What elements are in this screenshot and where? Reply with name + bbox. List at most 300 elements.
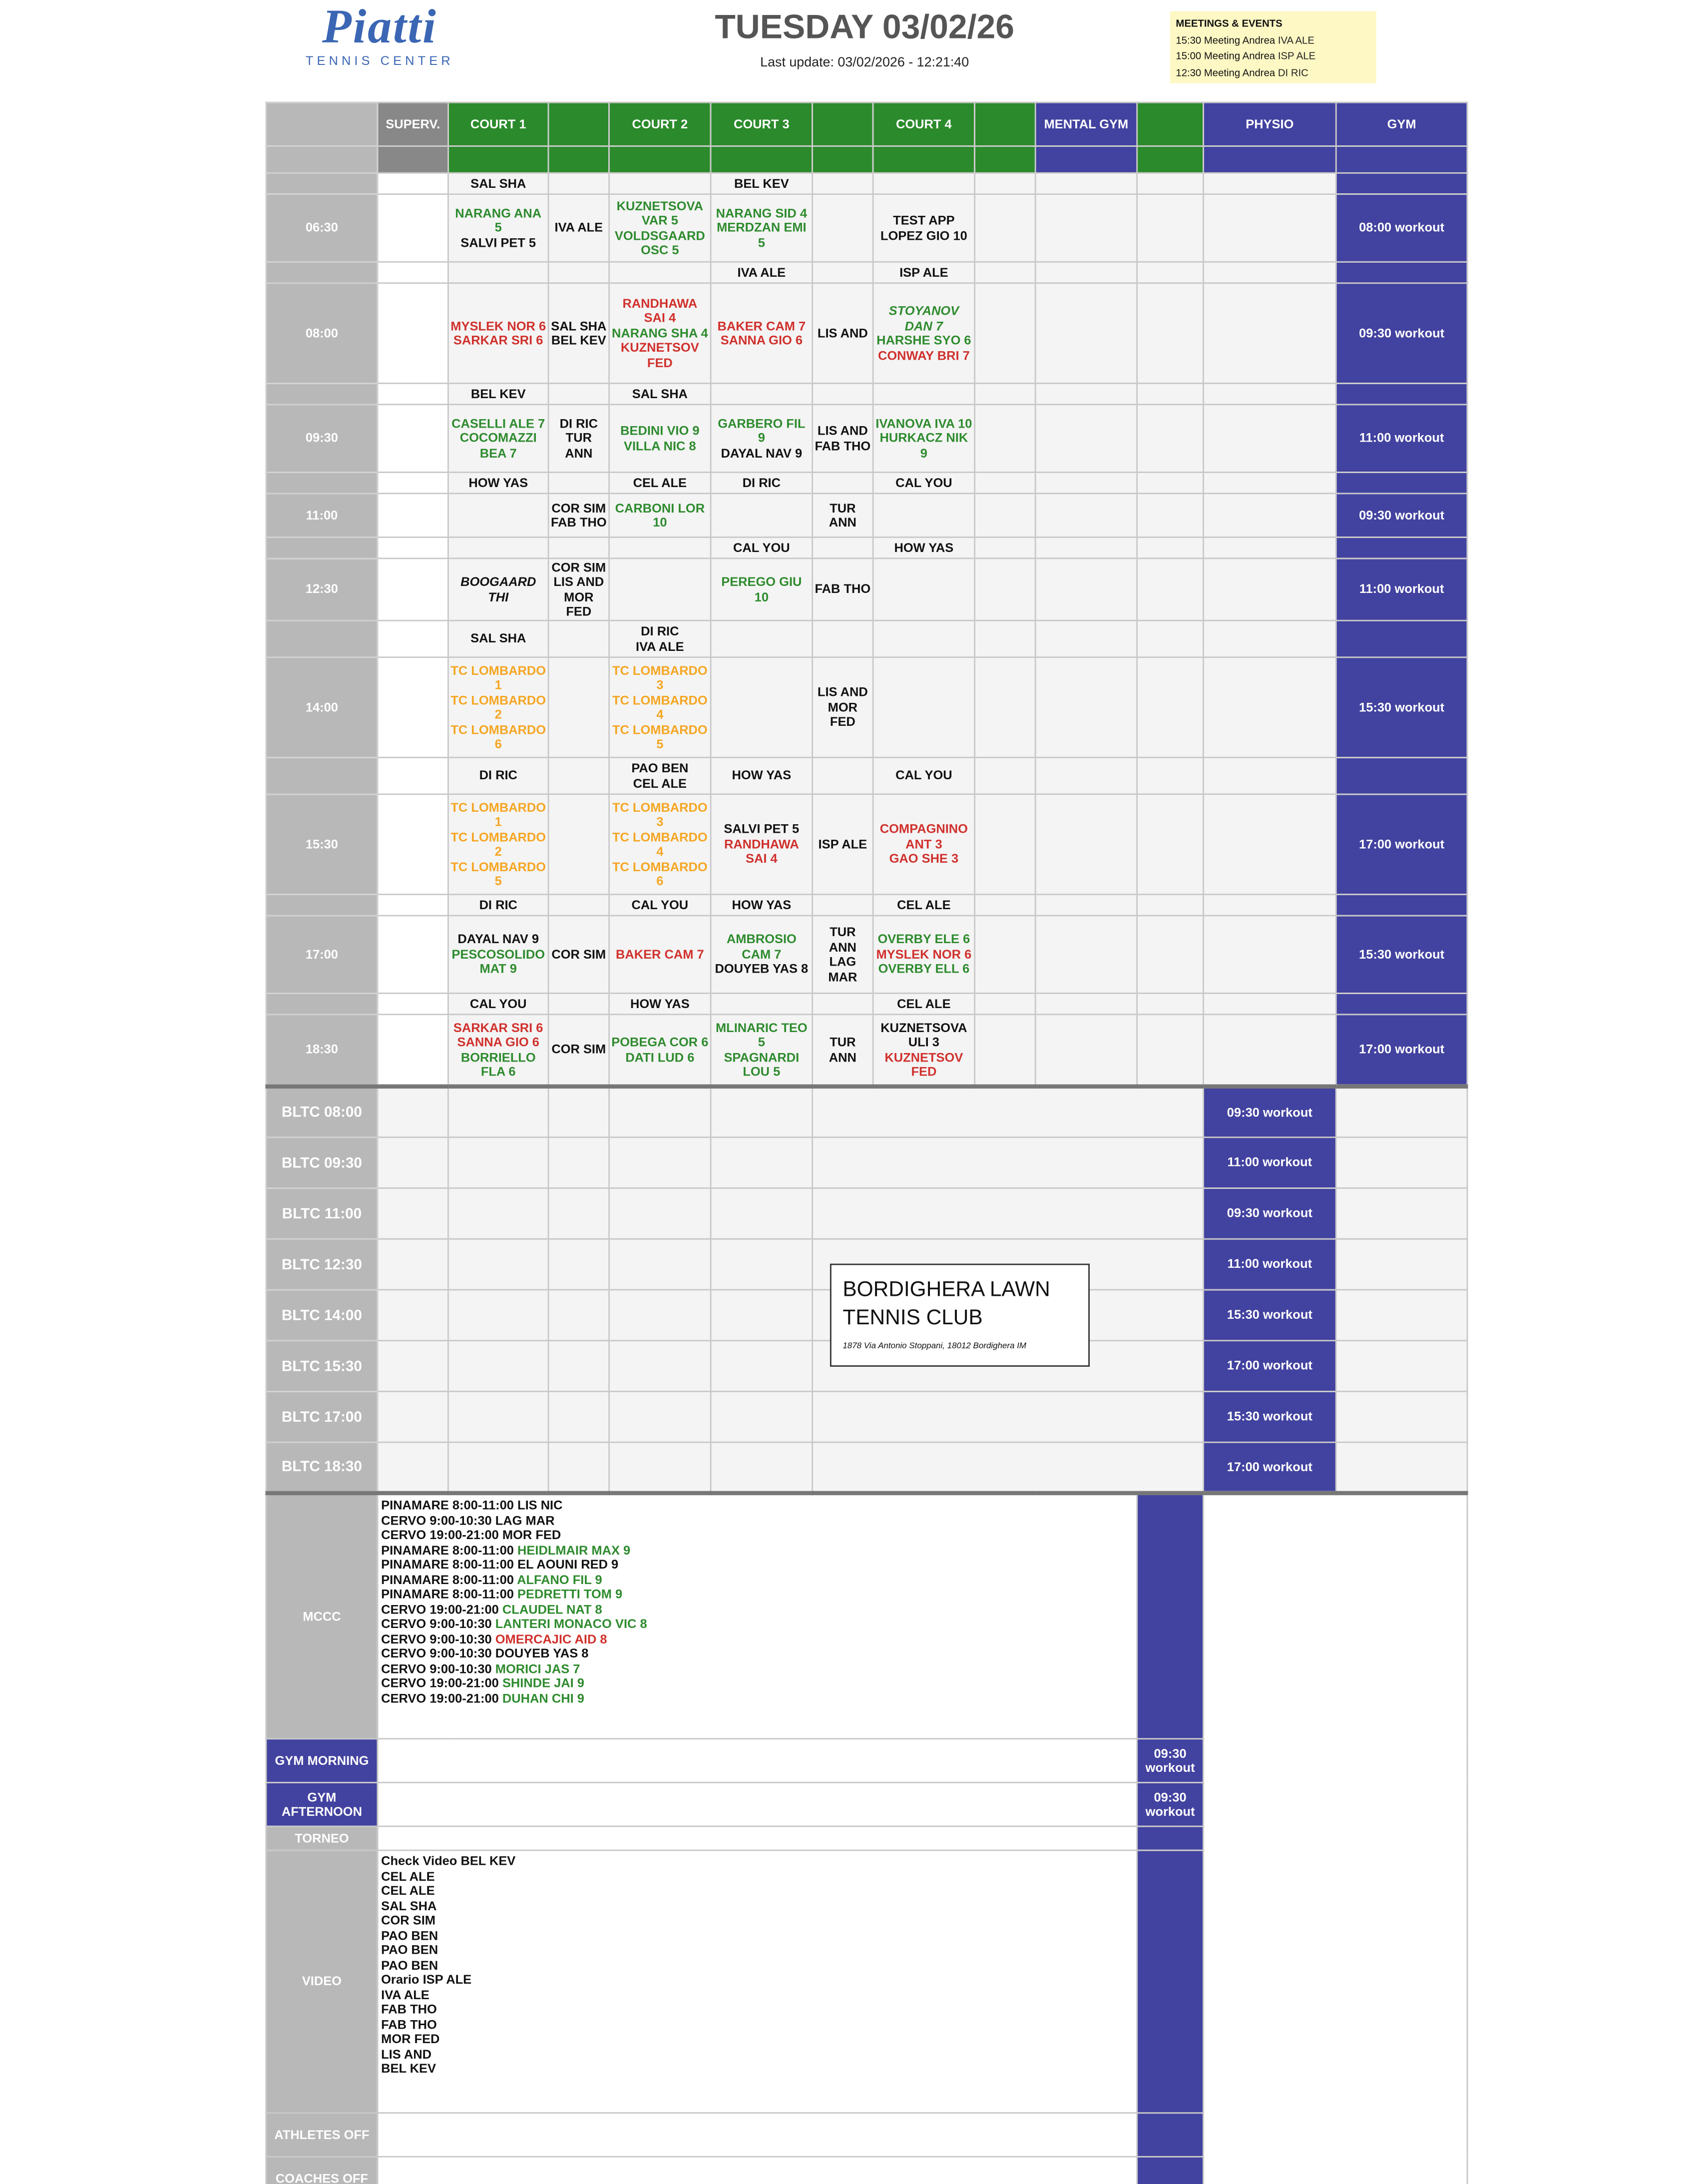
bltc-physio-workout: 17:00 workout [1204,1442,1336,1493]
mccc-player: SHINDE JAI 9 [502,1675,584,1690]
gym-workout: 11:00 workout [1336,405,1467,473]
player-entry: TC LOMBARDO 6 [450,722,546,751]
player-entry: CONWAY BRI 7 [877,348,970,362]
mccc-player: HEIDLMAIR MAX 9 [517,1542,631,1557]
meeting-item: 15:00 Meeting Andrea ISP ALE [1176,49,1316,62]
bltc-row [266,1087,1467,1137]
section-content [378,1493,1137,1739]
player-entry: HARSHE SYO 6 [876,333,971,348]
player-entry: KUZNETSOV FED [884,1050,963,1079]
supervisor-name [1035,993,1137,1014]
bltc-row [266,1442,1467,1493]
bltc-superv [378,1239,448,1290]
gym-spacer [1336,537,1467,558]
supervisor-name: CEL ALE [609,472,711,493]
player-entry: GAO SHE 3 [889,852,959,866]
supervisor-name [1137,173,1204,194]
bltc-time-label: BLTC 15:30 [266,1341,378,1392]
bltc-superv [378,1341,448,1392]
bltc-time-label: BLTC 09:30 [266,1137,378,1188]
bltc-court2 [609,1239,711,1290]
slot-row [266,794,1467,895]
supervisor-row [266,383,1467,404]
bltc-court2 [609,1290,711,1341]
bltc-wide-cell [813,1442,1204,1493]
header-superv: SUPERV. [378,102,448,146]
bltc-club-name: BORDIGHERA LAWN TENNIS CLUB [843,1277,1050,1330]
supervisor-name [1204,383,1336,404]
bltc-club-box [830,1264,1090,1367]
court2-cell [609,1015,711,1087]
section-blue-cell [1137,1826,1204,1850]
logo-subtitle: TENNIS CENTER [305,53,454,68]
supervisor-name [1137,993,1204,1014]
court1-extra-cell: COR SIM FAB THO [548,494,609,538]
gym-workout: 09:30 workout [1336,283,1467,384]
supervisor-name [975,993,1036,1014]
superv-cell [378,620,448,657]
mccc-player: CLAUDEL NAT 8 [502,1602,602,1616]
bltc-time-label: BLTC 11:00 [266,1188,378,1239]
mccc-player: ALFANO FIL 9 [517,1572,602,1587]
player-entry: NARANG SHA 4 [611,326,708,340]
supervisor-name [975,757,1036,794]
player-entry: PEREGO GIU 10 [721,574,802,604]
bltc-superv [378,1087,448,1137]
player-entry: AMBROSIO CAM 7 [726,932,797,962]
supervisor-name [813,757,873,794]
lower-row [266,1850,1467,2113]
player-entry: BORRIELLO FLA 6 [460,1050,536,1079]
supervisor-name [609,173,711,194]
bltc-court1-extra [548,1188,609,1239]
lower-row [266,1782,1467,1826]
mental-gym-cell [1035,916,1137,993]
supervisor-name: DI RIC [448,895,548,916]
physio-cell [1204,657,1336,758]
player-entry: KUZNETSOV FED [620,340,699,370]
meeting-item: 15:30 Meeting Andrea IVA ALE [1176,33,1314,46]
mccc-line: CERVO 19:00-21:00 SHINDE JAI 9 [381,1675,584,1690]
court4-extra-cell [975,283,1036,384]
supervisor-name [711,620,813,657]
time-spacer [266,383,378,404]
gym-workout: 17:00 workout [1336,794,1467,895]
bltc-court3 [711,1341,813,1392]
bltc-superv [378,1188,448,1239]
bltc-court2 [609,1137,711,1188]
supervisor-name [813,472,873,493]
gym-workout: 08:00 workout [1336,194,1467,262]
bltc-court2 [609,1188,711,1239]
supervisor-name [975,383,1036,404]
player-entry: TC LOMBARDO 1 [450,800,546,829]
bltc-gym [1336,1239,1467,1290]
gym-spacer [1336,757,1467,794]
player-entry: DOUYEB YAS 8 [715,962,809,976]
supervisor-name [1137,757,1204,794]
superv-cell [378,1015,448,1087]
video-line [381,1898,1133,1913]
player-entry: TC LOMBARDO 2 [450,829,546,859]
supervisor-name [813,895,873,916]
supervisor-name [1137,472,1204,493]
superv-cell [378,405,448,473]
bltc-court1-extra [548,1341,609,1392]
supervisor-name [1204,895,1336,916]
mccc-player: DOUYEB YAS 8 [495,1646,589,1660]
time-spacer [266,537,378,558]
physio-cell [1204,794,1336,895]
supervisor-name [1137,262,1204,283]
gym-afternoon-workout: 09:30 workout [1137,1782,1204,1826]
gym-workout: 11:00 workout [1336,558,1467,620]
bltc-physio-workout: 09:30 workout [1204,1087,1336,1137]
bltc-gym [1336,1290,1467,1341]
court3-cell [711,794,813,895]
section-right-blank [1204,1493,1468,1739]
supervisor-name [1035,173,1137,194]
court4-cell [873,794,975,895]
time-label: 11:00 [266,494,378,538]
supervisor-name: IVA ALE [711,262,813,283]
mccc-player: MORICI JAS 7 [495,1661,580,1675]
bltc-time-label: BLTC 12:30 [266,1239,378,1290]
time-label: 15:30 [266,794,378,895]
bltc-superv [378,1137,448,1188]
supervisor-name: CEL ALE [873,895,975,916]
sub-court-band [813,146,873,173]
player-entry: TC LOMBARDO 4 [612,829,708,859]
mccc-player: OMERCAJIC AID 8 [495,1631,607,1646]
section-right-blank [1204,2157,1468,2184]
player-entry: SALVI PET 5 [460,235,536,250]
header-court3: COURT 3 [711,102,813,146]
player-entry: KUZNETSOVA VAR 5 [616,198,704,228]
player-entry: OVERBY ELL 6 [878,962,970,976]
superv-cell [378,993,448,1014]
video-line [381,2002,1133,2017]
player-entry: TC LOMBARDO 5 [450,859,546,888]
player-entry: SARKAR SRI 6 [453,1020,543,1035]
superv-cell [378,537,448,558]
header-court1: COURT 1 [448,102,548,146]
video-name: CEL ALE [381,1868,435,1883]
mccc-line: CERVO 19:00-21:00 CLAUDEL NAT 8 [381,1602,602,1616]
court1-cell [448,1015,548,1087]
supervisor-name [1137,895,1204,916]
supervisor-name [975,537,1036,558]
video-name: FAB THO [381,2002,437,2017]
bltc-court3 [711,1239,813,1290]
supervisor-name [813,537,873,558]
supervisor-name [975,173,1036,194]
court1-extra-cell: COR SIM [548,1015,609,1087]
sub-extra [1137,146,1204,173]
mccc-line: CERVO 9:00-10:30 MORICI JAS 7 [381,1661,580,1675]
court1-cell [448,794,548,895]
meetings-panel [1170,11,1376,83]
bltc-superv [378,1442,448,1493]
extra-cell [1137,657,1204,758]
bltc-court1-extra [548,1290,609,1341]
video-name: PAO BEN [381,1928,438,1942]
player-entry: CARBONI LOR 10 [615,500,705,530]
player-entry: NARANG ANA 5 [455,205,542,235]
video-name: FAB THO [381,2017,437,2031]
bltc-physio-workout: 15:30 workout [1204,1290,1336,1341]
piatti-logo [302,1,457,68]
supervisor-name [1137,537,1204,558]
player-entry: SALVI PET 5 [724,822,800,836]
player-entry: TC LOMBARDO 3 [612,662,708,692]
superv-cell [378,283,448,384]
supervisor-row [266,173,1467,194]
gym-spacer [1336,383,1467,404]
supervisor-name [1035,383,1137,404]
court1-extra-cell: COR SIM LIS AND MOR FED [548,558,609,620]
player-entry: COMPAGNINO ANT 3 [879,822,968,851]
video-name: ISP ALE [423,1972,472,1987]
header-subrow [266,146,1467,173]
last-update: Last update: 03/02/2026 - 12:21:40 [760,55,969,71]
player-entry: TC LOMBARDO 4 [612,692,708,722]
court4-extra-cell [975,194,1036,262]
court2-cell [609,194,711,262]
player-entry: LOPEZ GIO 10 [880,228,967,242]
player-entry: TC LOMBARDO 1 [450,662,546,692]
court2-cell [609,916,711,993]
supervisor-name: CAL YOU [873,757,975,794]
time-label: 06:30 [266,194,378,262]
extra-cell [1137,283,1204,384]
mental-gym-cell [1035,405,1137,473]
mccc-line: CERVO 9:00-10:30 LAG MAR [381,1513,555,1527]
supervisor-name: HOW YAS [711,757,813,794]
mental-gym-cell [1035,283,1137,384]
court1-cell [448,657,548,758]
court4-cell [873,194,975,262]
gym-spacer [1336,472,1467,493]
slot-row [266,916,1467,993]
video-line [381,1883,1133,1898]
supervisor-name [873,383,975,404]
mccc-line: PINAMARE 8:00-11:00 PEDRETTI TOM 9 [381,1587,623,1602]
supervisor-name [1035,757,1137,794]
player-entry: TEST APP [893,213,955,228]
extra-cell [1137,916,1204,993]
player-entry: BAKER CAM 7 [615,947,704,962]
sub-court-band [548,146,609,173]
video-line [381,1928,1133,1943]
section-label: VIDEO [266,1850,378,2113]
court4-cell [873,405,975,473]
court3-extra-cell [813,194,873,262]
supervisor-name: SAL SHA [448,173,548,194]
superv-cell [378,895,448,916]
slot-row [266,494,1467,538]
bltc-gym [1336,1442,1467,1493]
court4-cell [873,916,975,993]
supervisor-name [975,262,1036,283]
bltc-time-label: BLTC 14:00 [266,1290,378,1341]
header-gym: GYM [1336,102,1467,146]
mccc-line: PINAMARE 8:00-11:00 HEIDLMAIR MAX 9 [381,1542,631,1557]
court3-cell [711,194,813,262]
physio-cell [1204,494,1336,538]
extra-cell [1137,494,1204,538]
player-entry: STOYANOV DAN 7 [888,303,959,333]
supervisor-name: DI RIC [711,472,813,493]
section-right-blank [1204,1826,1468,1850]
supervisor-name [609,262,711,283]
mental-gym-cell [1035,794,1137,895]
mccc-line: CERVO 19:00-21:00 DUHAN CHI 9 [381,1690,584,1705]
sub-court-band [609,146,711,173]
bltc-court3 [711,1391,813,1442]
time-spacer [266,620,378,657]
header-physio: PHYSIO [1204,102,1336,146]
court4-extra-cell [975,916,1036,993]
player-entry: GARBERO FIL 9 [718,416,806,446]
supervisor-row [266,993,1467,1014]
supervisor-name [975,895,1036,916]
gym-workout: 17:00 workout [1336,1015,1467,1087]
video-line [381,1913,1133,1928]
video-line [381,1958,1133,1973]
time-spacer [266,757,378,794]
mccc-line: PINAMARE 8:00-11:00 EL AOUNI RED 9 [381,1557,619,1572]
section-right-blank [1204,1739,1468,1783]
bltc-time-label: BLTC 18:30 [266,1442,378,1493]
supervisor-row [266,895,1467,916]
time-spacer [266,262,378,283]
supervisor-name [873,173,975,194]
bltc-court1-extra [548,1087,609,1137]
sub-court-band [711,146,813,173]
section-blue-cell [1137,1493,1204,1739]
sub-mental [1035,146,1137,173]
player-entry: IVANOVA IVA 10 [875,416,972,431]
player-entry: NARANG SID 4 [716,205,807,220]
mccc-player: LIS NIC [517,1498,563,1513]
extra-cell [1137,558,1204,620]
video-line [381,1987,1133,2002]
court4-extra-cell [975,494,1036,538]
gym-spacer [1336,262,1467,283]
court4-cell [873,558,975,620]
court1-extra-cell: DI RIC TUR ANN [548,405,609,473]
section-label: MCCC [266,1493,378,1739]
section-label: ATHLETES OFF [266,2113,378,2157]
sub-gym [1336,146,1467,173]
slot-row [266,1015,1467,1087]
slot-row [266,194,1467,262]
supervisor-name: CAL YOU [711,537,813,558]
bltc-gym [1336,1391,1467,1442]
bltc-gym [1336,1137,1467,1188]
superv-cell [378,173,448,194]
video-line [381,2047,1133,2062]
video-name: SAL SHA [381,1898,437,1913]
physio-cell [1204,1015,1336,1087]
superv-cell [378,262,448,283]
bltc-physio-workout: 11:00 workout [1204,1239,1336,1290]
court4-extra-cell [975,558,1036,620]
player-entry: SANNA GIO 6 [720,333,803,348]
header-mental-gym: MENTAL GYM [1035,102,1137,146]
supervisor-name [711,383,813,404]
supervisor-name [548,895,609,916]
video-name: PAO BEN [381,1957,438,1972]
sub-court-band [448,146,548,173]
bltc-court1-extra [548,1239,609,1290]
time-spacer [266,895,378,916]
bltc-court1-extra [548,1391,609,1442]
supervisor-name [1035,895,1137,916]
physio-cell [1204,405,1336,473]
player-entry: SARKAR SRI 6 [453,333,543,348]
bltc-physio-workout: 11:00 workout [1204,1137,1336,1188]
sub-corner [266,146,378,173]
bltc-time-label: BLTC 08:00 [266,1087,378,1137]
gym-spacer [1336,895,1467,916]
slot-row [266,558,1467,620]
extra-cell [1137,1015,1204,1087]
section-content [378,1782,1137,1826]
header-court2: COURT 2 [609,102,711,146]
mccc-line: PINAMARE 8:00-11:00 LIS NIC [381,1498,563,1513]
supervisor-name [1035,537,1137,558]
court3-cell [711,558,813,620]
section-label: TORNEO [266,1826,378,1850]
player-entry: POBEGA COR 6 [611,1035,709,1050]
time-label: 12:30 [266,558,378,620]
supervisor-name [1204,993,1336,1014]
superv-cell [378,794,448,895]
court4-cell [873,494,975,538]
court4-cell [873,283,975,384]
superv-cell [378,558,448,620]
slot-row [266,657,1467,758]
supervisor-name: DI RIC IVA ALE [609,620,711,657]
court1-cell [448,283,548,384]
bltc-court1-extra [548,1442,609,1493]
superv-cell [378,757,448,794]
bltc-court1 [448,1239,548,1290]
supervisor-name [975,620,1036,657]
supervisor-name: CEL ALE [873,993,975,1014]
section-label: GYM AFTERNOON [266,1782,378,1826]
bltc-wide-cell [813,1137,1204,1188]
court4-cell [873,657,975,758]
player-entry: RANDHAWA SAI 4 [622,296,698,325]
player-entry: DAYAL NAV 9 [457,932,539,947]
supervisor-name [1137,383,1204,404]
video-name: MOR FED [381,2032,440,2046]
supervisor-row [266,620,1467,657]
court2-cell [609,794,711,895]
video-line: Orario ISP ALE [381,1972,472,1987]
sub-court-band [873,146,975,173]
bltc-row [266,1391,1467,1442]
video-name: LIS AND [381,2046,431,2061]
section-content [378,2157,1137,2184]
supervisor-name: HOW YAS [873,537,975,558]
player-entry: VOLDSGAARD OSC 5 [614,228,705,257]
section-content [378,1826,1137,1850]
section-right-blank [1204,1782,1468,1826]
